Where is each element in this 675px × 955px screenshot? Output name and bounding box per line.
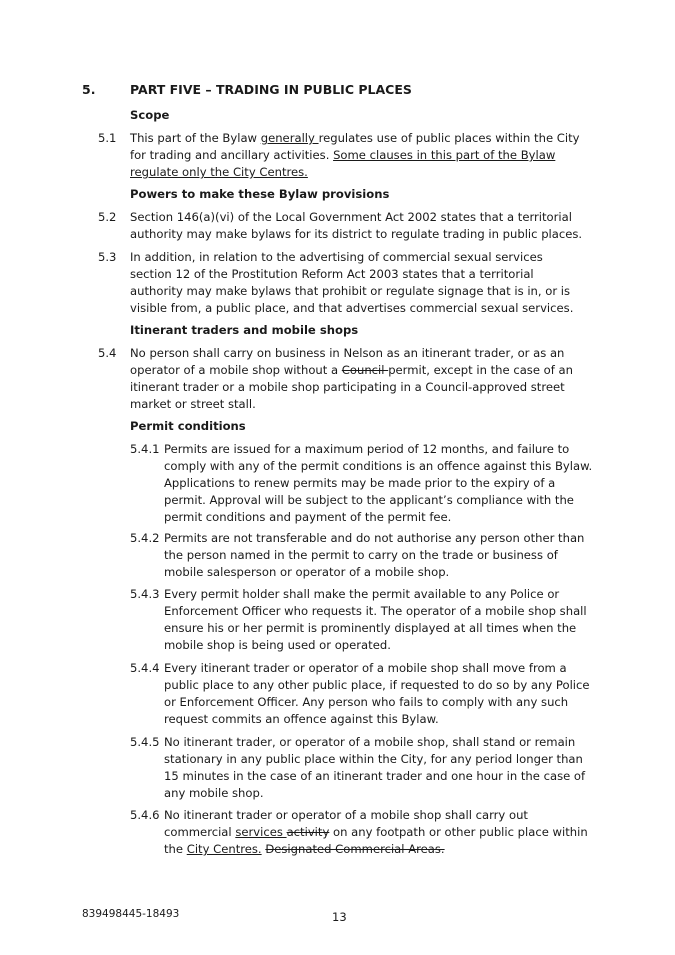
subheading-permit-conditions: Permit conditions	[130, 419, 246, 433]
section-title: PART FIVE – TRADING IN PUBLIC PLACES	[130, 82, 412, 97]
inserted-text: services	[235, 825, 287, 839]
paragraph-5-4-4: 5.4.4 Every itinerant trader or operator of a mobile shop shall move from a public place to any other public place, if requested to do so by any Police or Enforcement Officer. Any person who fails to comply with any such request commits an offence against this Bylaw.	[130, 661, 590, 726]
paragraph-number: 5.3	[98, 250, 117, 264]
deleted-text: activity	[286, 825, 330, 839]
page-number: 13	[332, 910, 347, 924]
paragraph-5-1: 5.1 This part of the Bylaw generally regulates use of public places within the City for trading and ancillary activities. Some clauses in this part of the Bylaw regulate only the City Centres.	[98, 131, 580, 179]
paragraph-5-4: 5.4 No person shall carry on business in Nelson as an itinerant trader, or as an operator of a mobile shop without a Council permit, except in the case of an itinerant trader or a mobile shop participating in a Council-approved street market or street stall.	[98, 346, 573, 411]
inserted-text: City Centres.	[186, 842, 262, 856]
section-number: 5.	[82, 82, 96, 97]
paragraph-number: 5.4	[98, 346, 117, 360]
paragraph-number: 5.4.1	[130, 442, 160, 456]
subheading-scope: Scope	[130, 108, 170, 122]
paragraph-number: 5.4.2	[130, 531, 160, 545]
deleted-text: Council	[341, 363, 389, 377]
paragraph-5-4-2: 5.4.2 Permits are not transferable and do not authorise any person other than the person named in the permit to carry on the trade or business of mobile salesperson or operator of a mobile shop.	[130, 531, 585, 579]
footer-document-id: 839498445-18493	[82, 908, 180, 920]
paragraph-5-4-6: 5.4.6 No itinerant trader or operator of a mobile shop shall carry out commercial services activity on any footpath or other public place within the City Centres. Designated Commercial Areas.	[130, 808, 588, 856]
inserted-text: generally	[260, 131, 319, 145]
subheading-itinerant: Itinerant traders and mobile shops	[130, 323, 359, 337]
paragraph-number: 5.4.4	[130, 661, 160, 675]
paragraph-number: 5.4.6	[130, 808, 160, 822]
paragraph-number: 5.4.3	[130, 587, 160, 601]
deleted-text: Designated Commercial Areas.	[265, 842, 445, 856]
paragraph-number: 5.1	[98, 131, 117, 145]
paragraph-number: 5.4.5	[130, 735, 160, 749]
subheading-powers: Powers to make these Bylaw provisions	[130, 187, 390, 201]
paragraph-5-4-1: 5.4.1 Permits are issued for a maximum period of 12 months, and failure to comply with any of the permit conditions is an offence against this Bylaw. Applications to renew permits may be made prior to the expiry of a permit. Approval will be subject to the applicant’s compliance with the permit conditions and payment of the permit fee.	[130, 442, 593, 524]
paragraph-number: 5.2	[98, 210, 117, 224]
paragraph-5-3: 5.3 In addition, in relation to the advertising of commercial sexual services section 12 of the Prostitution Reform Act 2003 states that a territorial authority may make bylaws that prohibit or regulate signage that is in, or is visible from, a public place, and that advertises commercial sexual services.	[98, 250, 574, 315]
paragraph-5-2: 5.2 Section 146(a)(vi) of the Local Government Act 2002 states that a territorial authority may make bylaws for its district to regulate trading in public places.	[98, 210, 583, 241]
paragraph-5-4-3: 5.4.3 Every permit holder shall make the permit available to any Police or Enforcement Officer who requests it. The operator of a mobile shop shall ensure his or her permit is prominently displayed at all times when the mobile shop is being used or operated.	[130, 587, 587, 652]
paragraph-5-4-5: 5.4.5 No itinerant trader, or operator of a mobile shop, shall stand or remain stationary in any public place within the City, for any period longer than 15 minutes in the case of an itinerant trader and one hour in the case of any mobile shop.	[130, 735, 586, 800]
inserted-text: Some clauses in this part of the Bylaw regulate only the City Centres.	[130, 148, 556, 179]
